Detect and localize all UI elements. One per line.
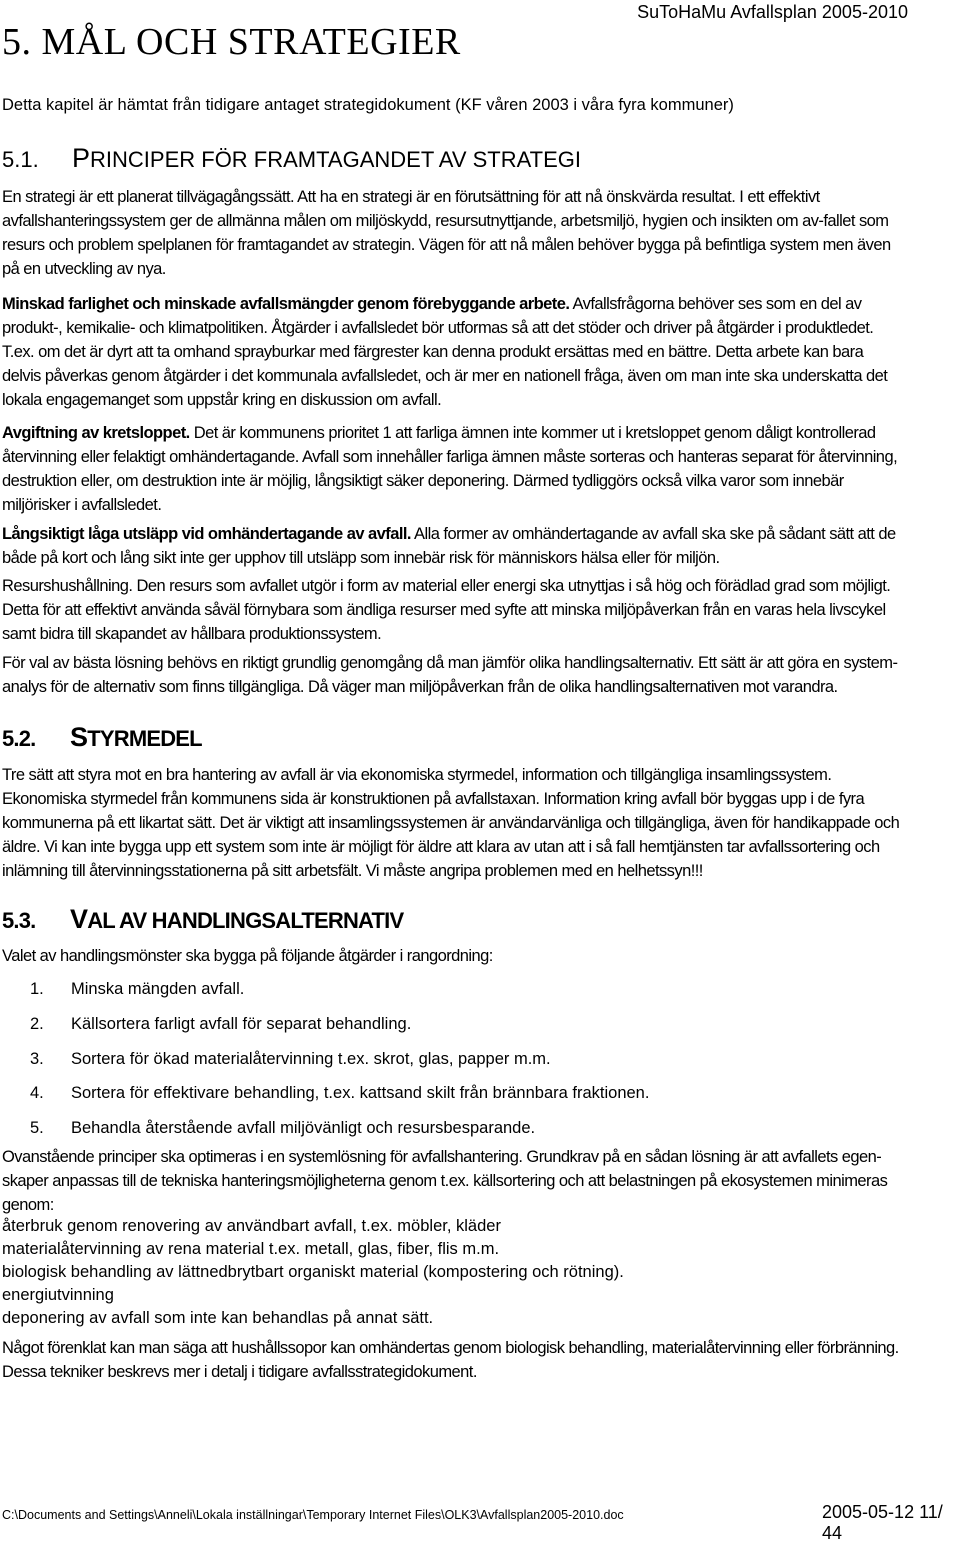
paragraph-lead: Långsiktigt låga utsläpp vid omhändertagande av avfall. [2, 525, 411, 543]
list-item: 2. Källsortera farligt avfall för separat behandling. [30, 1015, 412, 1033]
section-heading-5-2 [2, 722, 202, 753]
section-number: 5.2. [2, 726, 36, 751]
section-title-initial: S [70, 722, 88, 752]
method-line: materialåtervinning av rena material t.ex. metall, glas, fiber, flis m.m. [2, 1240, 500, 1258]
section-title-initial: P [72, 143, 91, 173]
method-line: biologisk behandling av lättnedbrytbart organiskt material (kompostering och rötning). [2, 1263, 624, 1281]
paragraph-text: Avfallsfrågorna behöver ses som en del av produkt-, kemikalie- och klimatpolitiken. Åtgärder i avfallsledet bör utformas så att det stöder och driver på åtgärder i produktledet. T.ex. om det är dyrt att ta omhand sprayburkar med färgrester kan denna produkt ersättas med en bättre. Detta arbete kan bara delvis påverkas genom åtgärder i det kommunala avfallsledet, och är mer en nationell fråga, även om man inte ska underskatta det lokala engagemanget som uppstår kring en diskussion om avfall. [2, 295, 888, 409]
paragraph [2, 292, 902, 412]
paragraph: För val av bästa lösning behövs en riktigt grundlig genomgång då man jämför olika handlingsalternativ. Ett sätt är att göra en system-analys för de alternativ som finns tillgängliga. Då väger man miljöpåverkan från de olika handlingsalternativen mot varandra. [2, 654, 898, 696]
footer-file-path: C:\Documents and Settings\Anneli\Lokala inställningar\Temporary Internet Files\OLK3\Avfallsplan2005-2010.doc [2, 1508, 624, 1522]
list-item: 1. Minska mängden avfall. [30, 980, 245, 998]
list-item: 4. Sortera för effektivare behandling, t.ex. kattsand skilt från brännbara fraktionen. [30, 1084, 650, 1102]
paragraph: Valet av handlingsmönster ska bygga på följande åtgärder i rangordning: [2, 947, 493, 965]
section-title-initial: V [70, 904, 88, 934]
method-line: återbruk genom renovering av användbart avfall, t.ex. möbler, kläder [2, 1217, 501, 1235]
list-item: 5. Behandla återstående avfall miljövänligt och resursbesparande. [30, 1119, 536, 1137]
method-lines [2, 1214, 902, 1329]
section-title-rest: TYRMEDEL [87, 726, 202, 751]
paragraph: Resurshushållning. Den resurs som avfallet utgör i form av material eller energi ska utnyttjas i så hög och förädlad grad som möjligt. Detta för att effektivt använda såväl förnybara som ändliga resurser med syfte att minska miljöpåverkan från en varas hela livscykel samt bidra till skapandet av hållbara produktionssystem. [2, 577, 891, 643]
section-number: 5.1. [2, 147, 39, 172]
method-line: deponering av avfall som inte kan behandlas på annat sätt. [2, 1309, 434, 1327]
section-title-rest: AL AV HANDLINGSALTERNATIV [87, 908, 404, 933]
section-heading-5-3 [2, 904, 403, 935]
paragraph: Något förenklat kan man säga att hushållssopor kan omhändertas genom biologisk behandling, materialåtervinning eller förbränning. Dessa tekniker beskrevs mer i detalj i tidigare avfallsstrategidokument. [2, 1339, 899, 1381]
chapter-intro: Detta kapitel är hämtat från tidigare antaget strategidokument (KF våren 2003 i våra fyra kommuner) [2, 96, 734, 114]
paragraph: Ovanstående principer ska optimeras i en systemlösning för avfallshantering. Grundkrav på en sådan lösning är att avfallets egen-skaper anpassas till de tekniska hanteringsmöjligheterna genom t.ex. källsortering och att belastningen på ekosystemen minimeras genom: [2, 1148, 888, 1214]
list-item: 3. Sortera för ökad materialåtervinning t.ex. skrot, glas, papper m.m. [30, 1050, 551, 1068]
paragraph-lead: Avgiftning av kretsloppet. [2, 424, 190, 442]
paragraph-text: Det är kommunens prioritet 1 att farliga ämnen inte kommer ut i kretsloppet genom dåligt kontrollerad återvinning eller felaktigt omhändertagande. Avfall som innehåller farliga ämnen måste sorteras och hanteras separat för återvinning, destruktion eller, om destruktion inte är möjlig, långsiktigt säker deponering. Därmed tydliggörs också vilka varor som innebär miljörisker i avfallsledet. [2, 424, 898, 514]
paragraph-text: Alla former av omhändertagande av avfall ska ske på sådant sätt att de både på kort och lång sikt inte ger upphov till utsläpp som innebär risk för människors hälsa eller för miljön. [2, 525, 896, 567]
method-line: energiutvinning [2, 1286, 114, 1304]
paragraph: En strategi är ett planerat tillvägagångssätt. Att ha en strategi är en förutsättning för att nå önskvärda resultat. I ett effektivt avfallshanteringssystem ger de allmänna målen om miljöskydd, resursutnyttjande, arbetsmiljö, hygien och insikten om av-fallet som resurs och problem spelplanen för framtagandet av strategin. Vägen för att nå målen behöver bygga på befintliga system men även på en utveckling av nya. [2, 188, 891, 278]
document-header-title: SuToHaMu Avfallsplan 2005-2010 [637, 2, 908, 22]
section-number: 5.3. [2, 908, 36, 933]
footer-date-page: 2005-05-12 11/ 44 [822, 1502, 943, 1543]
chapter-title: 5. MÅL OCH STRATEGIER [2, 21, 461, 63]
section-title-rest: RINCIPER FÖR FRAMTAGANDET AV STRATEGI [90, 147, 581, 172]
paragraph-lead: Minskad farlighet och minskade avfallsmängder genom förebyggande arbete. [2, 295, 570, 313]
paragraph [2, 522, 902, 570]
paragraph: Tre sätt att styra mot en bra hantering av avfall är via ekonomiska styrmedel, information och tillgängliga insamlingssystem. Ekonomiska styrmedel från kommunens sida är konstruktionen på avfallstaxan. Information kring avfall bör byggas upp i de fyra kommunerna på ett likartat sätt. Det är viktigt att insamlingssystemen är användarvänliga och tillgängliga, även för handikappade och äldre. Vi kan inte bygga upp ett system som inte är möjligt för äldre att klara av utan att i så fall hemtjänsten tar avfallssortering och inlämning till återvinningsstationerna på sitt arbetsfält. Vi måste angripa problemen med en helhetssyn!!! [2, 766, 900, 880]
section-heading-5-1 [2, 143, 581, 174]
paragraph [2, 421, 902, 517]
